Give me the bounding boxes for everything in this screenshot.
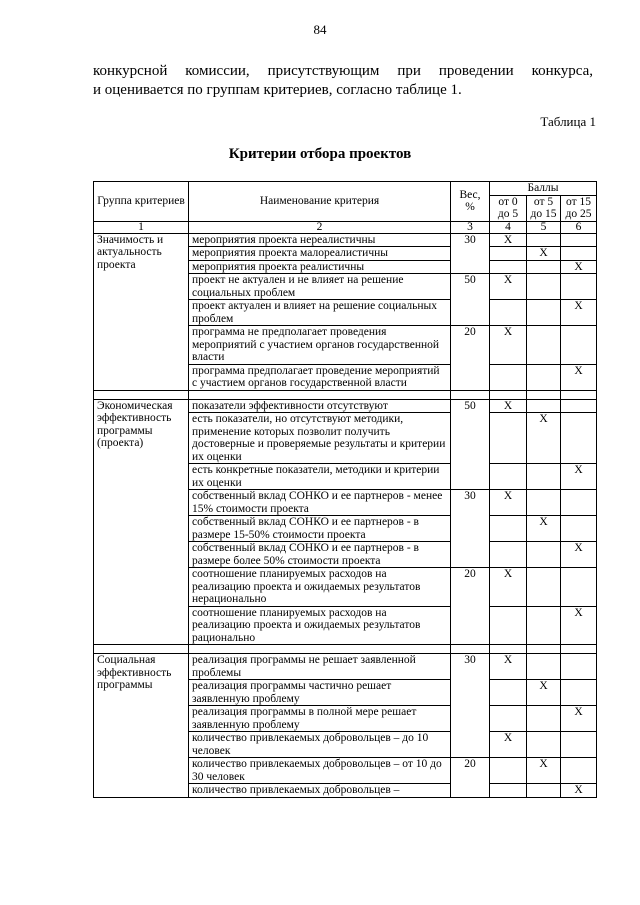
- spacer-cell: [527, 390, 561, 399]
- table-row: [94, 399, 597, 413]
- criterion-cell: мероприятия проекта малореалистичны: [189, 247, 451, 261]
- score-cell: [561, 654, 597, 680]
- score-cell: X: [527, 758, 561, 784]
- spacer-cell: [561, 390, 597, 399]
- intro-line-1: конкурсной комиссии, присутствующим при проведении конкурса,: [93, 63, 593, 79]
- weight-cell: 20: [451, 568, 490, 645]
- score-cell: [561, 326, 597, 365]
- score-cell: [561, 233, 597, 247]
- column-number-row: [94, 221, 597, 233]
- score-cell: [490, 758, 527, 784]
- score-cell: X: [490, 654, 527, 680]
- column-number: 6: [561, 221, 597, 233]
- criterion-cell: реализация программы в полной мере решает заявленную проблему: [189, 706, 451, 732]
- score-cell: [527, 490, 561, 516]
- score-cell: X: [527, 680, 561, 706]
- header-score-15-25: от 15 до 25: [561, 195, 597, 221]
- score-cell: [527, 606, 561, 645]
- criteria-table: [93, 181, 597, 798]
- weight-cell: 20: [451, 326, 490, 391]
- header-score-0-5: от 0 до 5: [490, 195, 527, 221]
- score-cell: X: [561, 706, 597, 732]
- score-cell: X: [561, 606, 597, 645]
- score-cell: X: [527, 516, 561, 542]
- weight-cell: 30: [451, 490, 490, 568]
- group-name-cell: Значимость и актуальность проекта: [94, 233, 189, 390]
- header-criterion: Наименование критерия: [189, 182, 451, 222]
- spacer-cell: [189, 645, 451, 654]
- criterion-cell: программа предполагает проведение мероприятий с участием органов государственной власти: [189, 364, 451, 390]
- score-cell: X: [490, 568, 527, 607]
- score-cell: X: [561, 300, 597, 326]
- score-cell: [490, 516, 527, 542]
- table-row: [94, 233, 597, 247]
- score-cell: [490, 464, 527, 490]
- score-cell: X: [490, 326, 527, 365]
- score-cell: [527, 784, 561, 798]
- group-spacer-row: [94, 390, 597, 399]
- criterion-cell: есть показатели, но отсутствуют методики, применение которых позволит получить достоверные и проверяемые результаты и критерии их оценки: [189, 413, 451, 464]
- spacer-cell: [94, 390, 189, 399]
- spacer-cell: [527, 645, 561, 654]
- score-cell: [561, 274, 597, 300]
- score-cell: [490, 247, 527, 261]
- criterion-cell: программа не предполагает проведения мероприятий с участием органов государственной власти: [189, 326, 451, 365]
- header-score: Баллы: [490, 182, 597, 196]
- score-cell: [561, 516, 597, 542]
- criterion-cell: количество привлекаемых добровольцев – от 10 до 30 человек: [189, 758, 451, 784]
- score-cell: [527, 464, 561, 490]
- weight-cell: 50: [451, 399, 490, 490]
- table-title: Критерии отбора проектов: [228, 146, 412, 162]
- criterion-cell: проект актуален и влияет на решение социальных проблем: [189, 300, 451, 326]
- column-number: 2: [189, 221, 451, 233]
- criterion-cell: есть конкретные показатели, методики и критерии их оценки: [189, 464, 451, 490]
- score-cell: X: [490, 274, 527, 300]
- score-cell: X: [490, 399, 527, 413]
- score-cell: [490, 542, 527, 568]
- header-score-5-15: от 5 до 15: [527, 195, 561, 221]
- spacer-cell: [451, 390, 490, 399]
- intro-paragraph: [93, 62, 593, 100]
- page-number: 84: [313, 22, 327, 37]
- score-cell: X: [490, 732, 527, 758]
- column-number: 4: [490, 221, 527, 233]
- score-cell: X: [490, 233, 527, 247]
- score-cell: [527, 568, 561, 607]
- criterion-cell: количество привлекаемых добровольцев –: [189, 784, 451, 798]
- column-number: 1: [94, 221, 189, 233]
- score-cell: [561, 758, 597, 784]
- score-cell: [561, 413, 597, 464]
- score-cell: [527, 364, 561, 390]
- group-spacer-row: [94, 645, 597, 654]
- weight-cell: 20: [451, 758, 490, 798]
- criterion-cell: соотношение планируемых расходов на реализацию проекта и ожидаемых результатов нерационально: [189, 568, 451, 607]
- criterion-cell: собственный вклад СОНКО и ее партнеров - менее 15% стоимости проекта: [189, 490, 451, 516]
- spacer-cell: [490, 390, 527, 399]
- score-cell: X: [561, 260, 597, 274]
- criterion-cell: соотношение планируемых расходов на реализацию проекта и ожидаемых результатов рационально: [189, 606, 451, 645]
- criterion-cell: реализация программы частично решает заявленную проблему: [189, 680, 451, 706]
- spacer-cell: [94, 645, 189, 654]
- score-cell: [490, 364, 527, 390]
- spacer-cell: [189, 390, 451, 399]
- score-cell: [490, 784, 527, 798]
- spacer-cell: [490, 645, 527, 654]
- score-cell: [490, 706, 527, 732]
- score-cell: [561, 568, 597, 607]
- score-cell: [490, 606, 527, 645]
- score-cell: X: [561, 542, 597, 568]
- score-cell: [527, 399, 561, 413]
- criterion-cell: мероприятия проекта реалистичны: [189, 260, 451, 274]
- score-cell: [527, 233, 561, 247]
- intro-line-2: и оценивается по группам критериев, согласно таблице 1.: [93, 82, 462, 98]
- table-label: Таблица 1: [540, 114, 596, 129]
- criterion-cell: мероприятия проекта нереалистичны: [189, 233, 451, 247]
- score-cell: [527, 274, 561, 300]
- score-cell: [527, 300, 561, 326]
- score-cell: [490, 260, 527, 274]
- score-cell: [527, 706, 561, 732]
- score-cell: X: [561, 364, 597, 390]
- spacer-cell: [561, 645, 597, 654]
- weight-cell: 30: [451, 233, 490, 274]
- score-cell: [490, 300, 527, 326]
- score-cell: [561, 680, 597, 706]
- criterion-cell: количество привлекаемых добровольцев – до 10 человек: [189, 732, 451, 758]
- column-number: 5: [527, 221, 561, 233]
- criterion-cell: реализация программы не решает заявленной проблемы: [189, 654, 451, 680]
- score-cell: [490, 680, 527, 706]
- score-cell: [490, 413, 527, 464]
- table-row: [94, 654, 597, 680]
- criterion-cell: собственный вклад СОНКО и ее партнеров - в размере более 50% стоимости проекта: [189, 542, 451, 568]
- criterion-cell: собственный вклад СОНКО и ее партнеров - в размере 15-50% стоимости проекта: [189, 516, 451, 542]
- score-cell: X: [561, 784, 597, 798]
- weight-cell: 50: [451, 274, 490, 326]
- score-cell: [527, 260, 561, 274]
- criterion-cell: проект не актуален и не влияет на решение социальных проблем: [189, 274, 451, 300]
- score-cell: X: [561, 464, 597, 490]
- weight-cell: 30: [451, 654, 490, 758]
- score-cell: [527, 732, 561, 758]
- score-cell: [527, 326, 561, 365]
- score-cell: [527, 542, 561, 568]
- score-cell: X: [527, 247, 561, 261]
- group-name-cell: Экономическая эффективность программы (проекта): [94, 399, 189, 645]
- header-group: Группа критериев: [94, 182, 189, 222]
- header-weight: Вес, %: [451, 182, 490, 222]
- score-cell: [527, 654, 561, 680]
- group-name-cell: Социальная эффективность программы: [94, 654, 189, 798]
- score-cell: X: [527, 413, 561, 464]
- score-cell: [561, 732, 597, 758]
- criterion-cell: показатели эффективности отсутствуют: [189, 399, 451, 413]
- score-cell: X: [490, 490, 527, 516]
- spacer-cell: [451, 645, 490, 654]
- column-number: 3: [451, 221, 490, 233]
- score-cell: [561, 490, 597, 516]
- score-cell: [561, 399, 597, 413]
- score-cell: [561, 247, 597, 261]
